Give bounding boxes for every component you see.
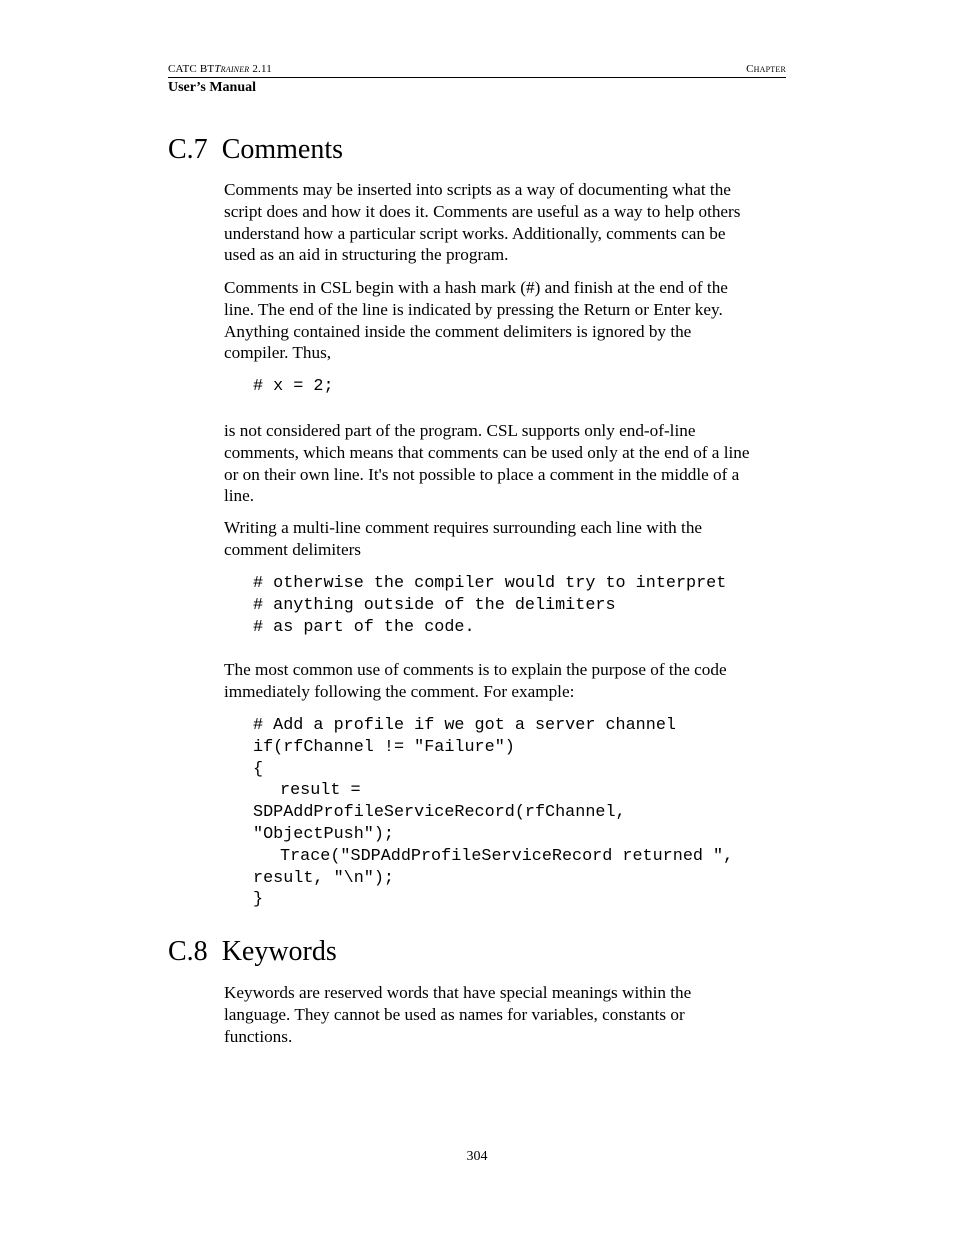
c7-paragraph-5 xyxy=(224,659,788,703)
code-line: # anything outside of the delimiters xyxy=(253,595,616,615)
code-example-2 xyxy=(224,573,788,638)
section-title: Comments xyxy=(221,134,344,165)
code-line: SDPAddProfileServiceRecord(rfChannel, xyxy=(253,803,626,823)
header-rule-row xyxy=(168,62,786,78)
section-title: Keywords xyxy=(221,936,337,967)
code-line: { xyxy=(253,759,264,779)
code-line: # otherwise the compiler would try to interpret xyxy=(253,574,727,593)
code-line: "ObjectPush"); xyxy=(253,824,394,844)
paragraph: Comments in CSL begin with a hash mark (#) and finish at the end of the line. The end of the line is indicated by pressing the Return or Enter key. Anything contained inside the comment delimiters is ignored by the compiler. Thus, xyxy=(224,278,728,363)
paragraph: Keywords are reserved words that have special meanings within the language. They cannot be used as names for variables, constants or functions. xyxy=(224,983,692,1046)
paragraph: Comments may be inserted into scripts as a way of documenting what the script does and how it does it. Comments are useful as a way to help others understand how a particular script works. Additionally, comments can be used as an aid in structuring the program. xyxy=(224,180,741,265)
code-line: result = xyxy=(280,781,361,801)
c7-paragraph-1 xyxy=(224,179,788,266)
code-example-3 xyxy=(224,715,788,911)
paragraph: The most common use of comments is to explain the purpose of the code immediately following the comment. For example: xyxy=(224,660,727,701)
manual-title: User’s Manual xyxy=(168,80,257,95)
code-line: # as part of the code. xyxy=(253,617,475,637)
section-number: C.7 xyxy=(168,134,208,165)
c7-paragraph-3 xyxy=(224,420,788,507)
c7-paragraph-2 xyxy=(224,277,788,364)
paragraph: Writing a multi-line comment requires surrounding each line with the comment delimiters xyxy=(224,518,703,559)
product-trainer: Trainer xyxy=(214,63,250,75)
product-version: 2.11 xyxy=(249,63,272,75)
c8-paragraph-1 xyxy=(224,982,788,1047)
code-line: Trace("SDPAddProfileServiceRecord returned ", xyxy=(280,846,734,866)
product-name: CATC BTTrainer 2.11 xyxy=(168,63,272,75)
code-line: } xyxy=(253,890,264,910)
code-line: result, "\n"); xyxy=(253,868,394,888)
code-line: # Add a profile if we got a server channel xyxy=(253,716,676,735)
paragraph: is not considered part of the program. CSL supports only end-of-line comments, which means that comments can be used only at the end of a line or on their own line. It's not possible to place a comment in the middle of a line. xyxy=(224,421,750,506)
section-heading-c7 xyxy=(168,133,343,167)
section-heading-c8 xyxy=(168,935,337,969)
c7-paragraph-4 xyxy=(224,517,788,561)
code-example-1 xyxy=(224,376,788,398)
section-number: C.8 xyxy=(168,936,208,967)
page-number: 304 xyxy=(466,1149,488,1164)
code-line: if(rfChannel != "Failure") xyxy=(253,737,515,757)
page-header xyxy=(168,62,786,97)
code-line: # x = 2; xyxy=(253,377,334,396)
chapter-label: Chapter xyxy=(746,63,786,75)
